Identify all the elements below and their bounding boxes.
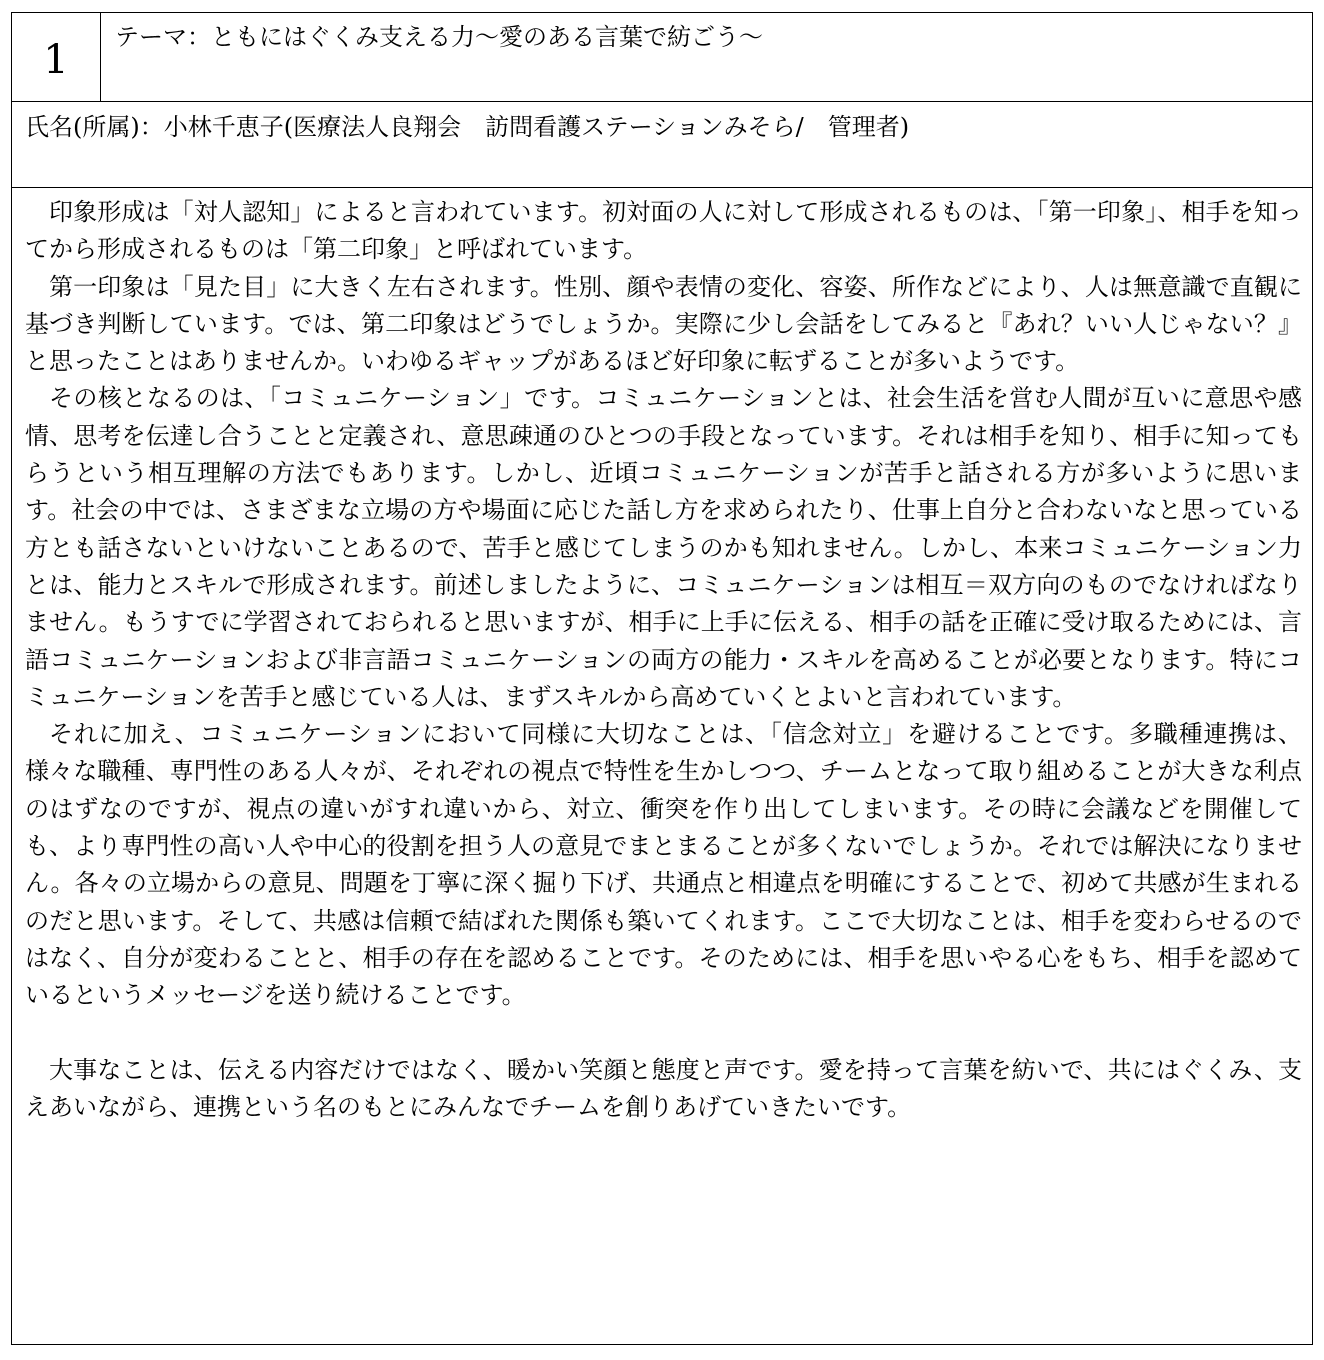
- paragraph-3: その核となるのは、「コミュニケーション」です。コミュニケーションとは、社会生活を営む人間が互いに意思や感情、思考を伝達し合うことと定義され、意思疎通のひとつの手段となっています。それは相手を知り、相手に知ってもらうという相互理解の方法でもあります。しかし、近頃コミュニケーションが苦手と話される方が多いように思います。社会の中では、さまざまな立場の方や場面に応じた話し方を求められたり、仕事上自分と合わないなと思っている方とも話さないといけないことあるので、苦手と感じてしまうのかも知れません。しかし、本来コミュニケーション力とは、能力とスキルで形成されます。前述しましたように、コミュニケーションは相互＝双方向のものでなければなりません。もうすでに学習されておられると思いますが、相手に上手に伝える、相手の話を正確に受け取るためには、言語コミュニケーションおよび非言語コミュニケーションの両方の能力・スキルを高めることが必要となります。特にコミュニケーションを苦手と感じている人は、まずスキルから高めていくとよいと言われています。: [25, 384, 1302, 711]
- title-row: [12, 13, 1312, 102]
- item-number: 1: [12, 13, 101, 101]
- body-row: [12, 188, 1312, 1344]
- paragraph-2: 第一印象は「見た目」に大きく左右されます。性別、顔や表情の変化、容姿、所作などにより、人は無意識で直観に基づき判断しています。では、第二印象はどうでしょうか。実際に少し会話をしてみると『あれ？いい人じゃない？』と思ったことはありませんか。いわゆるギャップがあるほど好印象に転ずることが多いようです。: [25, 272, 1302, 376]
- document-frame: [11, 12, 1313, 1345]
- essay-body: [25, 194, 1302, 1126]
- paragraph-1: 印象形成は「対人認知」によると言われています。初対面の人に対して形成されるものは、「第一印象」、相手を知ってから形成されるものは「第二印象」と呼ばれています。: [25, 198, 1302, 264]
- author-affiliation: 氏名(所属)：小林千恵子(医療法人良翔会 訪問看護ステーションみそら/ 管理者): [25, 113, 910, 141]
- paragraph-5: 大事なことは、伝える内容だけではなく、暖かい笑顔と態度と声です。愛を持って言葉を紡いで、共にはぐくみ、支えあいながら、連携という名のもとにみんなでチームを創りあげていきたいです。: [25, 1055, 1302, 1122]
- paragraph-spacer: [25, 1015, 1302, 1052]
- theme-title: テーマ：ともにはぐくみ支える力～愛のある言葉で紡ごう～: [115, 23, 763, 51]
- author-row: [12, 102, 1312, 188]
- paragraph-4: それに加え、コミュニケーションにおいて同様に大切なことは、「信念対立」を避けることです。多職種連携は、様々な職種、専門性のある人々が、それぞれの視点で特性を生かしつつ、チームとなって取り組めることが大きな利点のはずなのですが、視点の違いがすれ違いから、対立、衝突を作り出してしまいます。その時に会議などを開催しても、より専門性の高い人や中心的役割を担う人の意見でまとまることが多くないでしょうか。それでは解決になりません。各々の立場からの意見、問題を丁寧に深く掘り下げ、共通点と相違点を明確にすることで、初めて共感が生まれるのだと思います。そして、共感は信頼で結ばれた関係も築いてくれます。ここで大切なことは、相手を変わらせるのではなく、自分が変わることと、相手の存在を認めることです。そのためには、相手を思いやる心をもち、相手を認めているというメッセージを送り続けることです。: [25, 720, 1302, 1010]
